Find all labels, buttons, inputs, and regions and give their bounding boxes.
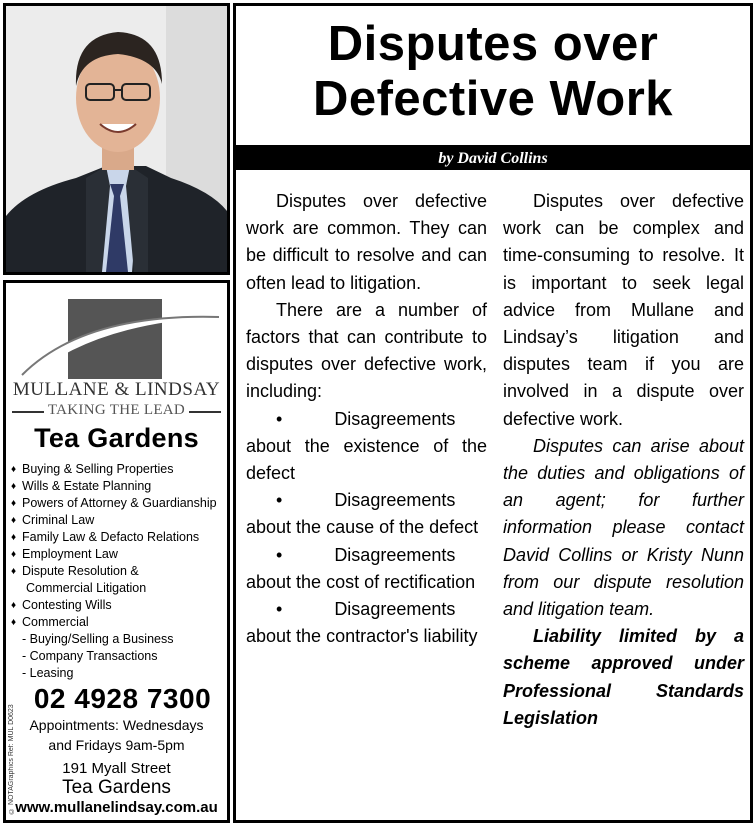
- diamond-bullet-icon: ♦: [11, 549, 17, 560]
- service-subitem: - Leasing: [22, 666, 74, 680]
- liability-disclaimer: Liability limited by a scheme approved under Professional Standards Legislation: [503, 626, 744, 728]
- diamond-bullet-icon: ♦: [11, 532, 17, 543]
- service-item: ♦ Dispute Resolution &: [11, 564, 139, 578]
- bullet-icon: •: [276, 408, 283, 429]
- article-headline: [236, 6, 750, 127]
- service-item: ♦ Family Law & Defacto Relations: [11, 530, 200, 544]
- paragraph: Disputes over defective work can be complex and time-consuming to resolve. It is important to seek legal advice from Mullane and Lindsay’s litigation and disputes team if you are involved in a dispute over defective work.: [503, 191, 744, 429]
- firm-advertisement: [3, 280, 230, 823]
- mullane-lindsay-logo: [14, 293, 224, 379]
- list-item: • Disagreements about the cause of the defect: [246, 490, 479, 538]
- bullet-icon: •: [276, 544, 283, 565]
- list-item: • Disagreements about the contractor's liability: [246, 599, 478, 647]
- street-address: 191 Myall Street: [62, 760, 171, 777]
- author-portrait-image: [6, 6, 227, 272]
- appointment-hours: [6, 715, 227, 755]
- article-body: [233, 170, 753, 823]
- diamond-bullet-icon: ♦: [11, 566, 17, 577]
- appointments-line-2: and Fridays 9am-5pm: [48, 737, 185, 753]
- diamond-bullet-icon: ♦: [11, 498, 17, 509]
- service-item-continued: Commercial Litigation: [26, 581, 147, 595]
- service-item: ♦ Commercial: [11, 615, 89, 629]
- contact-paragraph: Disputes can arise about the duties and obligations of an agent; for further information please contact David Collins or Kristy Nunn from our dispute resolution and litigation team.: [503, 435, 744, 620]
- service-subitem: - Company Transactions: [22, 649, 158, 663]
- office-name: Tea Gardens: [34, 423, 199, 453]
- service-item: ♦ Criminal Law: [11, 513, 95, 527]
- service-item: ♦ Employment Law: [11, 547, 118, 561]
- website-link[interactable]: www.mullanelindsay.com.au: [15, 799, 218, 816]
- firm-name: MULLANE & LINDSAY: [12, 379, 221, 400]
- services-list: [11, 461, 227, 682]
- tagline-row: [12, 402, 221, 420]
- paragraph: Disputes over defective work are common. They can be difficult to resolve and can often lead to litigation.: [246, 191, 487, 293]
- service-item: ♦ Powers of Attorney & Guardianship: [11, 496, 217, 510]
- graphics-credit: © NOTAGraphics Ref: MUL D0623: [8, 704, 15, 814]
- author-photo: [3, 3, 230, 275]
- appointments-line-1: Appointments: Wednesdays: [29, 717, 204, 733]
- diamond-bullet-icon: ♦: [11, 515, 17, 526]
- service-item: ♦ Wills & Estate Planning: [11, 479, 152, 493]
- headline-box: [233, 3, 753, 148]
- list-item: • Disagreements about the cost of rectification: [246, 544, 476, 592]
- headline-line-1: Disputes over: [327, 17, 659, 71]
- list-item: • Disagreements about the existence of the defect: [246, 408, 487, 484]
- diamond-bullet-icon: ♦: [11, 617, 17, 628]
- diamond-bullet-icon: ♦: [11, 481, 17, 492]
- article-column-right: [503, 188, 744, 732]
- service-item: ♦ Buying & Selling Properties: [11, 462, 174, 476]
- article-column-left: [246, 188, 487, 650]
- diamond-bullet-icon: ♦: [11, 600, 17, 611]
- bullet-icon: •: [276, 599, 283, 620]
- diamond-bullet-icon: ♦: [11, 464, 17, 475]
- byline: by David Collins: [233, 148, 753, 170]
- service-subitem: - Buying/Selling a Business: [22, 632, 174, 646]
- headline-line-2: Defective Work: [312, 72, 674, 126]
- town-name: Tea Gardens: [62, 777, 171, 798]
- paragraph: There are a number of factors that can contribute to disputes over defective work, including:: [246, 299, 487, 402]
- service-item: ♦ Contesting Wills: [11, 598, 112, 612]
- bullet-icon: •: [276, 490, 283, 511]
- tagline: TAKING THE LEAD: [47, 402, 186, 418]
- phone-number: 02 4928 7300: [33, 683, 212, 714]
